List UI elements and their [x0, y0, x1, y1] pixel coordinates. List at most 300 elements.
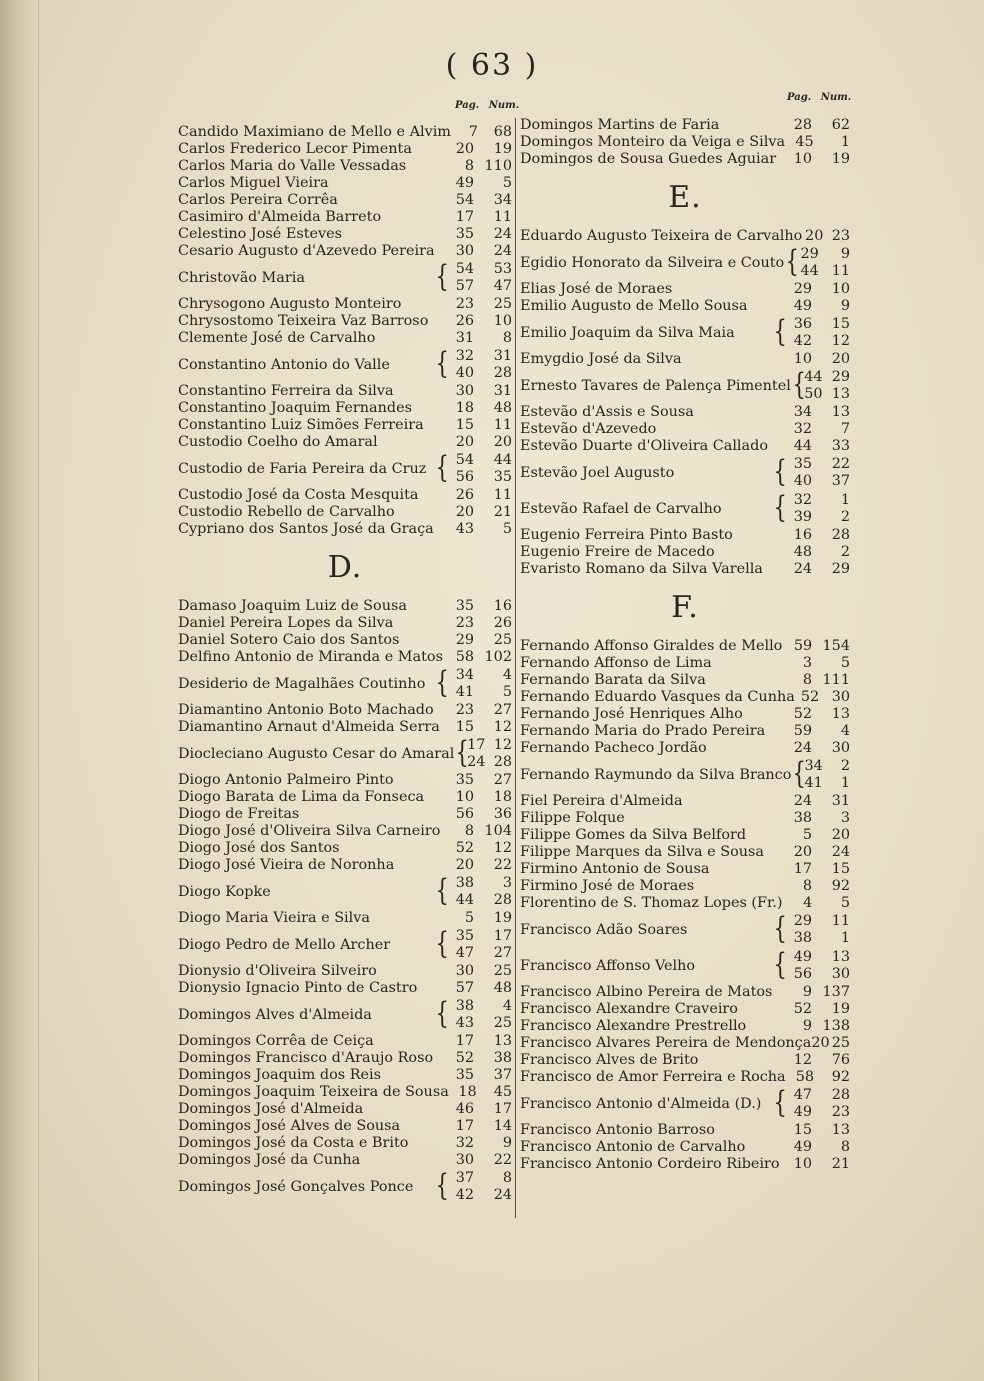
entry-name: Diogo José dos Santos: [178, 840, 340, 856]
index-entry: [178, 400, 512, 417]
pag-value: 35: [455, 226, 474, 242]
num-value: 10: [831, 281, 850, 297]
entry-name: Francisco Affonso Velho: [520, 957, 696, 974]
entry-num: [474, 615, 512, 632]
entry-num: [474, 998, 512, 1032]
pag-value: 8: [464, 823, 474, 839]
pag-value: 35: [455, 598, 474, 614]
num-value: 5: [502, 521, 512, 537]
entry-pag: [811, 1035, 829, 1052]
entry-pag: [444, 192, 474, 209]
entry-num: [823, 758, 850, 792]
pag-value: 52: [455, 1050, 474, 1066]
entry-pag: [782, 151, 812, 168]
entry-pag: [444, 1118, 474, 1135]
entry-name: Francisco Alexandre Prestrello: [520, 1018, 747, 1034]
index-entry: [178, 383, 512, 400]
entry-num: [812, 949, 850, 983]
entry-num: [474, 261, 512, 295]
entry-name: Daniel Sotero Caio dos Santos: [178, 632, 400, 648]
entry-name: Constantino Joaquim Fernandes: [178, 400, 412, 416]
entry-name: Fernando Eduardo Vasques da Cunha: [520, 689, 795, 705]
pag-value: 49: [793, 1104, 812, 1120]
index-entry: [520, 245, 850, 281]
num-value: 14: [493, 1118, 512, 1134]
entry-num: [474, 702, 512, 719]
num-header: Num.: [820, 92, 852, 103]
index-entry: [178, 1033, 512, 1050]
index-entry: [178, 124, 512, 141]
entry-pag: [782, 351, 812, 368]
brace-icon: {: [773, 911, 787, 946]
entry-pag: [782, 672, 812, 689]
entry-pag: [444, 313, 474, 330]
num-value: 34: [493, 192, 512, 208]
pag-value: 24: [467, 754, 486, 770]
entry-num: [474, 980, 512, 997]
entry-pag: [444, 296, 474, 313]
index-entry: [178, 158, 512, 175]
num-value: 29: [831, 561, 850, 577]
entry-num: [812, 1018, 850, 1035]
num-header: Num.: [488, 100, 520, 111]
num-value: 24: [831, 844, 850, 860]
index-entry: [520, 740, 850, 757]
entry-name: Filippe Gomes da Silva Belford: [520, 827, 747, 843]
num-value: 25: [493, 632, 512, 648]
entry-name: Dionysio Ignacio Pinto de Castro: [178, 980, 418, 996]
entry-pag: [444, 823, 474, 840]
entry-num: [812, 281, 850, 298]
pag-value: 54: [455, 192, 474, 208]
num-value: 13: [831, 386, 850, 402]
entry-num: [474, 209, 512, 226]
entry-pag: [444, 487, 474, 504]
pag-value: 46: [455, 1101, 474, 1117]
index-entry: [520, 948, 850, 984]
entry-name: Domingos Monteiro da Veiga e Silva: [520, 134, 786, 150]
entry-num: [474, 1170, 512, 1204]
entry-pag: [444, 1135, 474, 1152]
entry-name: Filippe Marques da Silva e Sousa: [520, 844, 765, 860]
num-value: 68: [493, 124, 512, 140]
pag-value: 17: [467, 737, 486, 753]
entry-pag: [444, 417, 474, 434]
pag-value: 35: [455, 772, 474, 788]
pag-value: 34: [455, 667, 474, 683]
brace-icon: {: [773, 947, 787, 982]
index-entry: [178, 910, 512, 927]
entry-num: [474, 192, 512, 209]
entry-num: [474, 649, 512, 666]
pag-value: 58: [455, 649, 474, 665]
index-entry: [178, 632, 512, 649]
index-entry: [178, 521, 512, 538]
entry-name: Eugenio Ferreira Pinto Basto: [520, 527, 733, 543]
num-value: 28: [493, 365, 512, 381]
pag-value: 29: [793, 913, 812, 929]
index-entry: [520, 672, 850, 689]
entry-pag: [782, 984, 812, 1001]
entry-num: [474, 1033, 512, 1050]
brace-icon: {: [435, 259, 449, 294]
entry-name: Francisco de Amor Ferreira e Rocha: [520, 1069, 786, 1085]
entry-pag: [782, 861, 812, 878]
entry-name: Carlos Pereira Corrêa: [178, 192, 338, 208]
num-value: 37: [831, 473, 850, 489]
num-value: 3: [840, 810, 850, 826]
pag-value: 38: [455, 998, 474, 1014]
entry-name: Chrysostomo Teixeira Vaz Barroso: [178, 313, 429, 329]
pag-value: 56: [455, 469, 474, 485]
entry-num: [477, 1084, 512, 1101]
num-value: 3: [502, 875, 512, 891]
index-entry: [178, 772, 512, 789]
num-value: 30: [831, 966, 850, 982]
pag-value: 17: [455, 1033, 474, 1049]
pag-value: 44: [800, 263, 819, 279]
index-entry: [178, 192, 512, 209]
index-entry: [520, 438, 850, 455]
section-letter: D.: [327, 550, 363, 585]
index-entry: [178, 1084, 512, 1101]
num-value: 5: [840, 895, 850, 911]
brace-icon: {: [435, 1168, 449, 1203]
entry-pag: [782, 404, 812, 421]
entry-name: Francisco Antonio Cordeiro Ribeiro: [520, 1156, 780, 1172]
entry-num: [812, 861, 850, 878]
entry-num: [474, 598, 512, 615]
entry-num: [812, 984, 850, 1001]
entry-pag: [782, 298, 812, 315]
entry-pag: [782, 723, 812, 740]
entry-pag: [782, 527, 812, 544]
pag-value: 4: [803, 895, 813, 911]
num-value: 37: [493, 1067, 512, 1083]
entry-num: [474, 175, 512, 192]
entry-name: Carlos Frederico Lecor Pimenta: [178, 141, 412, 157]
entry-name: Estevão Duarte d'Oliveira Callado: [520, 438, 768, 454]
num-value: 5: [502, 684, 512, 700]
index-entry: [178, 451, 512, 487]
brace-icon: {: [435, 926, 449, 961]
num-value: 16: [493, 598, 512, 614]
pag-value: 38: [793, 930, 812, 946]
entry-name: Diogo Maria Vieira e Silva: [178, 910, 370, 926]
entry-name: Custodio Rebello de Carvalho: [178, 504, 395, 520]
entry-name: Diogo José d'Oliveira Silva Carneiro: [178, 823, 441, 839]
entry-num: [812, 827, 850, 844]
index-entry: [520, 1018, 850, 1035]
entry-num: [812, 706, 850, 723]
entry-num: [474, 1050, 512, 1067]
entry-num: [812, 810, 850, 827]
entry-num: [812, 492, 850, 526]
entry-name: Emilio Augusto de Mello Sousa: [520, 298, 748, 314]
entry-name: Estevão Joel Augusto: [520, 464, 675, 481]
entry-num: [830, 1035, 850, 1052]
num-value: 23: [831, 228, 850, 244]
entry-num: [812, 561, 850, 578]
pag-value: 8: [802, 672, 812, 688]
pag-value: 59: [793, 723, 812, 739]
pag-value: 44: [793, 438, 812, 454]
entry-name: Damaso Joaquim Luiz de Sousa: [178, 598, 407, 614]
num-value: 20: [831, 351, 850, 367]
pag-value: 24: [793, 561, 812, 577]
pag-value: 18: [458, 1084, 477, 1100]
index-entry: [178, 789, 512, 806]
index-entry: [520, 404, 850, 421]
index-entry: [520, 706, 850, 723]
entry-num: [812, 793, 850, 810]
entry-name: Domingos Joaquim Teixeira de Sousa: [178, 1084, 449, 1100]
num-value: 2: [840, 509, 850, 525]
entry-name: Delfino Antonio de Miranda e Matos: [178, 649, 443, 665]
entry-name: Candido Maximiano de Mello e Alvim: [178, 124, 451, 140]
pag-value: 5: [802, 827, 812, 843]
index-entry: [178, 806, 512, 823]
pag-value: 30: [455, 963, 474, 979]
index-entry: [178, 840, 512, 857]
pag-value: 8: [464, 158, 474, 174]
index-entry: [178, 209, 512, 226]
num-value: 110: [484, 158, 512, 174]
num-value: 154: [822, 638, 850, 654]
pag-value: 52: [800, 689, 820, 705]
entry-num: [474, 823, 512, 840]
index-entry: [520, 1139, 850, 1156]
pag-value: 23: [455, 615, 474, 631]
index-entry: [520, 689, 850, 706]
num-value: 1: [840, 930, 850, 946]
pag-value: 9: [802, 1018, 812, 1034]
index-entry: [178, 702, 512, 719]
num-value: 13: [831, 949, 850, 965]
num-value: 19: [831, 151, 850, 167]
pag-value: 48: [793, 544, 812, 560]
brace-icon: {: [792, 367, 806, 402]
entry-name: Egidio Honorato da Silveira e Couto: [520, 254, 785, 271]
pag-value: 10: [793, 151, 812, 167]
brace-icon: {: [773, 1085, 787, 1120]
entry-pag: [782, 827, 812, 844]
pag-value: 23: [455, 296, 474, 312]
entry-pag: [444, 1101, 474, 1118]
index-entry: [520, 281, 850, 298]
num-value: 8: [502, 1170, 512, 1186]
num-value: 11: [831, 263, 850, 279]
num-value: 22: [493, 857, 512, 873]
index-entry: [178, 649, 512, 666]
num-value: 2: [840, 544, 850, 560]
num-value: 11: [831, 913, 850, 929]
pag-value: 5: [464, 910, 474, 926]
entry-num: [812, 844, 850, 861]
num-value: 15: [831, 861, 850, 877]
entry-num: [474, 243, 512, 260]
brace-icon: {: [785, 244, 800, 279]
num-value: 15: [831, 316, 850, 332]
pag-value: 15: [455, 719, 474, 735]
entry-pag: [782, 1156, 812, 1173]
index-entry: [178, 1135, 512, 1152]
num-value: 28: [493, 892, 512, 908]
entry-name: Clemente José de Carvalho: [178, 330, 376, 346]
pag-header: Pag.: [455, 100, 480, 111]
pag-value: 44: [455, 892, 474, 908]
entry-num: [474, 875, 512, 909]
entry-name: Cesario Augusto d'Azevedo Pereira: [178, 243, 435, 259]
entry-name: Diogo José Vieira de Noronha: [178, 857, 395, 873]
entry-num: [474, 1101, 512, 1118]
entry-pag: [449, 1084, 477, 1101]
entry-name: Diogo Barata de Lima da Fonseca: [178, 789, 425, 805]
index-entry: [178, 313, 512, 330]
brace-icon: {: [792, 756, 807, 791]
pag-value: 52: [793, 706, 812, 722]
num-value: 21: [493, 504, 512, 520]
num-value: 5: [502, 175, 512, 191]
entry-name: Domingos José d'Almeida: [178, 1101, 364, 1117]
entry-num: [823, 369, 850, 403]
entry-name: Domingos José da Cunha: [178, 1152, 361, 1168]
index-entry: [178, 874, 512, 910]
pag-value: 26: [455, 487, 474, 503]
num-value: 25: [493, 963, 512, 979]
entry-name: Eugenio Freire de Macedo: [520, 544, 715, 560]
entry-num: [474, 806, 512, 823]
entry-num: [474, 632, 512, 649]
entry-name: Domingos José da Costa e Brito: [178, 1135, 409, 1151]
entry-num: [474, 719, 512, 736]
entry-pag: [783, 895, 813, 912]
num-value: 22: [831, 456, 850, 472]
num-value: 48: [493, 980, 512, 996]
pag-value: 52: [793, 1001, 812, 1017]
num-value: 8: [840, 1139, 850, 1155]
entry-pag: [802, 228, 823, 245]
num-value: 27: [493, 772, 512, 788]
index-entry: [178, 296, 512, 313]
entry-name: Constantino Ferreira da Silva: [178, 383, 394, 399]
entry-num: [474, 857, 512, 874]
pag-value: 10: [793, 1156, 812, 1172]
entry-pag: [444, 226, 474, 243]
num-value: 47: [493, 278, 512, 294]
entry-num: [474, 963, 512, 980]
num-value: 18: [493, 789, 512, 805]
index-entry: [520, 491, 850, 527]
entry-num: [485, 737, 512, 771]
entry-pag: [444, 330, 474, 347]
index-entry: [520, 544, 850, 561]
entry-name: Domingos de Sousa Guedes Aguiar: [520, 151, 777, 167]
pag-value: 47: [793, 1087, 812, 1103]
entry-num: [478, 124, 512, 141]
num-value: 12: [493, 719, 512, 735]
entry-num: [812, 913, 850, 947]
index-entry: [178, 736, 512, 772]
num-value: 92: [831, 878, 850, 894]
num-value: 13: [831, 404, 850, 420]
entry-num: [474, 1067, 512, 1084]
entry-pag: [444, 1033, 474, 1050]
entry-pag: [444, 806, 474, 823]
entry-name: Fernando Affonso Giraldes de Mello: [520, 638, 783, 654]
index-entry: [520, 912, 850, 948]
entry-name: Estevão Rafael de Carvalho: [520, 500, 722, 517]
num-value: 92: [831, 1069, 850, 1085]
index-entry: [520, 1069, 850, 1086]
entry-pag: [782, 810, 812, 827]
entry-name: Firmino José de Moraes: [520, 878, 695, 894]
pag-value: 32: [455, 1135, 474, 1151]
entry-num: [474, 521, 512, 538]
pag-value: 30: [455, 1152, 474, 1168]
pag-value: 34: [804, 758, 823, 774]
pag-value: 17: [455, 1118, 474, 1134]
entry-num: [819, 246, 850, 280]
pag-value: 38: [455, 875, 474, 891]
entry-name: Diamantino Antonio Boto Machado: [178, 702, 434, 718]
entry-name: Estevão d'Azevedo: [520, 421, 657, 437]
entry-pag: [444, 963, 474, 980]
entry-pag: [782, 793, 812, 810]
entry-pag: [782, 1139, 812, 1156]
index-entry: [178, 823, 512, 840]
pag-value: 32: [455, 348, 474, 364]
pag-value: 20: [455, 141, 474, 157]
entry-pag: [444, 719, 474, 736]
index-entry: [520, 298, 850, 315]
entry-num: [474, 226, 512, 243]
pag-value: 8: [802, 878, 812, 894]
pag-value: 39: [793, 509, 812, 525]
entry-name: Filippe Folque: [520, 810, 625, 826]
entry-name: Emygdio José da Silva: [520, 351, 682, 367]
brace-icon: {: [773, 454, 787, 489]
pag-value: 49: [793, 298, 812, 314]
entry-name: Diamantino Arnaut d'Almeida Serra: [178, 719, 440, 735]
pag-value: 54: [455, 261, 474, 277]
entry-name: Celestino José Esteves: [178, 226, 343, 242]
entry-name: Custodio Coelho do Amaral: [178, 434, 378, 450]
entry-pag: [786, 1069, 814, 1086]
index-entry: [178, 504, 512, 521]
index-entry: [520, 723, 850, 740]
num-value: 30: [831, 689, 850, 705]
num-value: 102: [484, 649, 512, 665]
entry-name: Francisco Albino Pereira de Matos: [520, 984, 773, 1000]
pag-value: 47: [455, 945, 474, 961]
index-entry: [520, 315, 850, 351]
entry-num: [474, 504, 512, 521]
pag-value: 24: [793, 740, 812, 756]
index-entry: [520, 895, 850, 912]
pag-value: 7: [468, 124, 478, 140]
entry-num: [474, 417, 512, 434]
num-value: 11: [493, 417, 512, 433]
entry-name: Diogo Pedro de Mello Archer: [178, 936, 391, 953]
pag-value: 15: [793, 1122, 812, 1138]
pag-value: 28: [793, 117, 812, 133]
num-value: 35: [493, 469, 512, 485]
pag-value: 56: [455, 806, 474, 822]
entry-num: [812, 1052, 850, 1069]
entry-pag: [444, 400, 474, 417]
entry-num: [812, 421, 850, 438]
